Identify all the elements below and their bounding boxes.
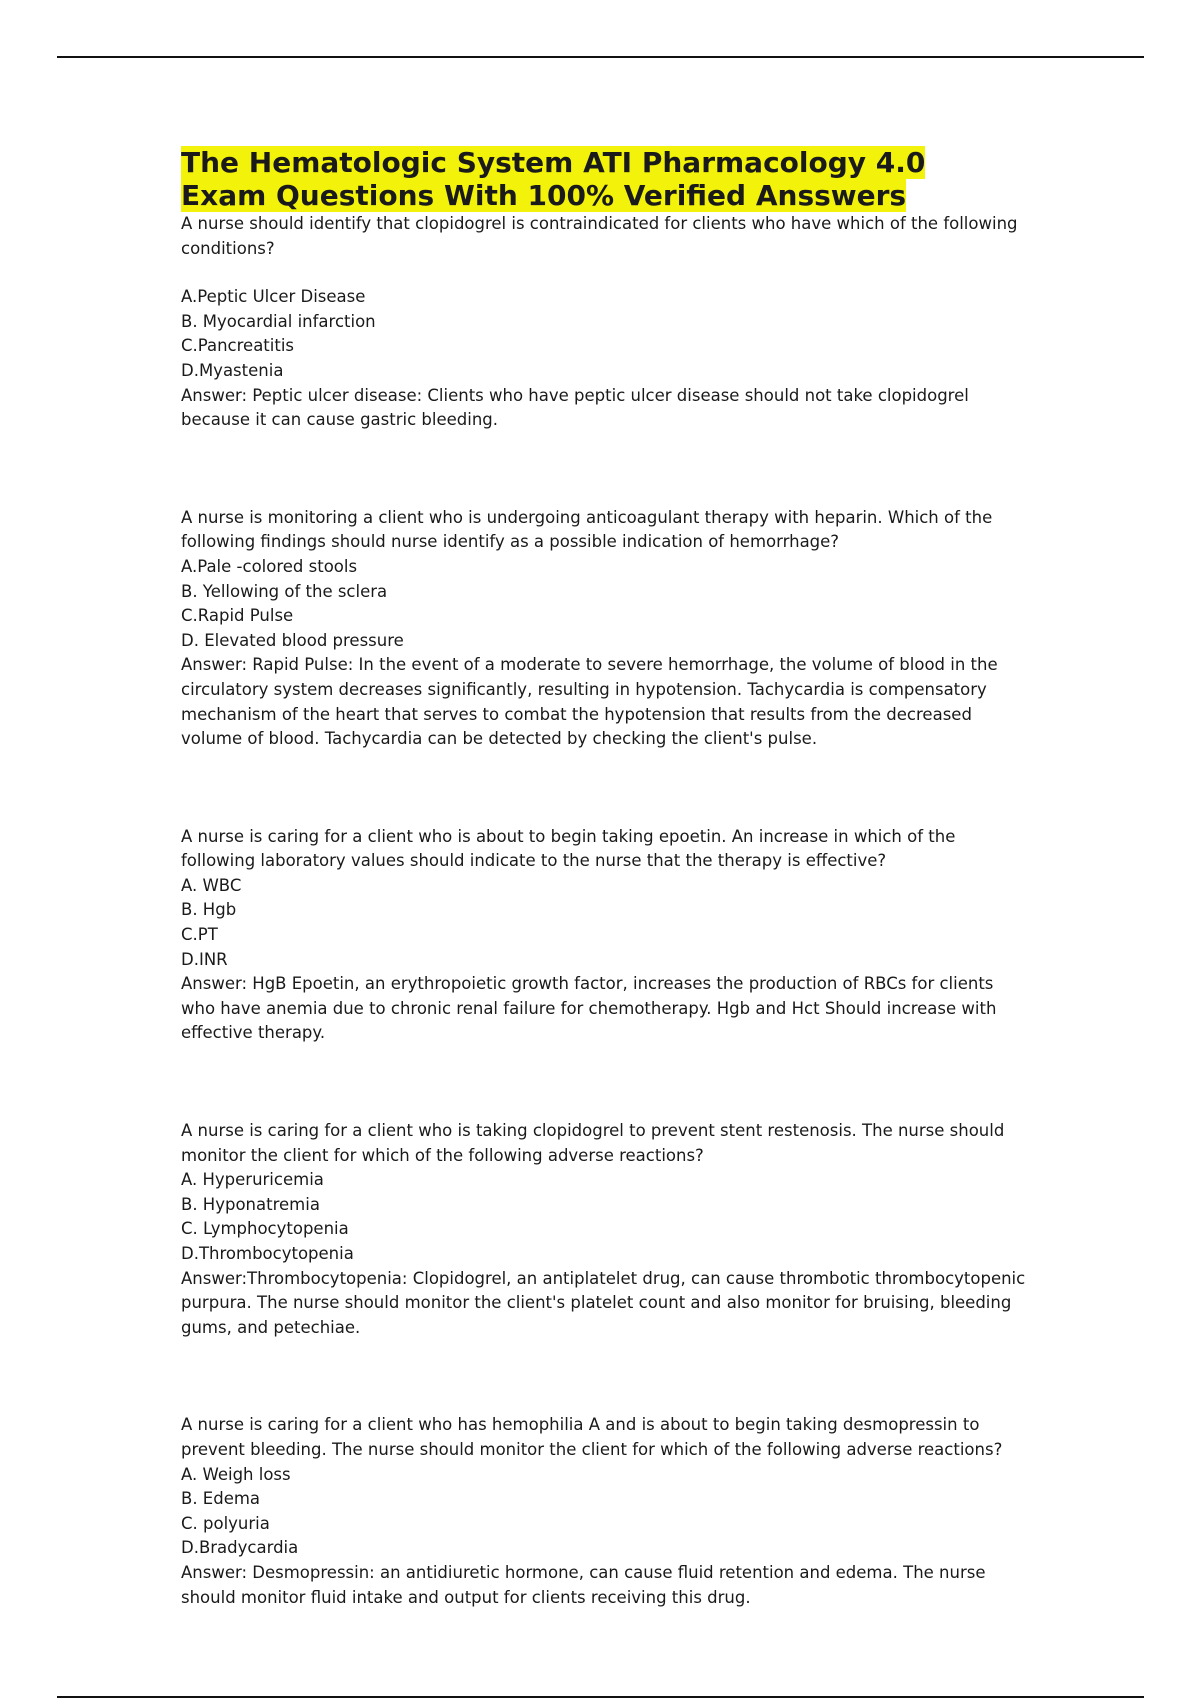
question-text: A nurse is caring for a client who has hemophilia A and is about to begin taking desmopressin to prevent bleeding. The nurse should monitor the client for which of the following adverse reactions? [181, 1415, 1003, 1459]
question-text: A nurse should identify that clopidogrel is contraindicated for clients who have which of the following conditions? [181, 214, 1018, 258]
option-c: C.PT [181, 925, 218, 945]
option-a: A. WBC [181, 875, 242, 895]
option-a: A. Hyperuricemia [181, 1170, 324, 1190]
option-c: C.Pancreatitis [181, 336, 295, 356]
option-a: A. Weigh loss [181, 1464, 291, 1484]
option-d: D.Bradycardia [181, 1538, 299, 1558]
option-a: A.Pale -colored stools [181, 556, 358, 576]
document-body [181, 146, 1031, 1683]
option-c: C. polyuria [181, 1513, 270, 1533]
option-b: B. Edema [181, 1489, 261, 1509]
question-block [181, 506, 1031, 752]
option-d: D.Myastenia [181, 360, 284, 380]
title-line-1: The Hematologic System ATI Pharmacology 4.0 [181, 146, 926, 179]
question-text: A nurse is caring for a client who is about to begin taking epoetin. An increase in which of the following laboratory values should indicate to the nurse that the therapy is effective? [181, 826, 956, 871]
option-d: D. Elevated blood pressure [181, 630, 404, 650]
answer-text: Answer: HgB Epoetin, an erythropoietic growth factor, increases the production of RBCs for clients who have anemia due to chronic renal failure for chemotherapy. Hgb and Hct Should increase with effective therapy. [181, 974, 997, 1043]
answer-text: Answer: Peptic ulcer disease: Clients who have peptic ulcer disease should not take clopidogrel because it can cause gastric bleeding. [181, 385, 969, 430]
answer-text: Answer:Thrombocytopenia: Clopidogrel, an antiplatelet drug, can cause thrombotic thrombocytopenic purpura. The nurse should monitor the client's platelet count and also monitor for bruising, bleeding gums, and petechiae. [181, 1268, 1026, 1337]
option-d: D.INR [181, 949, 228, 969]
option-b: B. Myocardial infarction [181, 311, 376, 331]
question-block [181, 825, 1031, 1046]
bottom-rule [57, 1696, 1144, 1698]
option-c: C. Lymphocytopenia [181, 1219, 349, 1239]
option-c: C.Rapid Pulse [181, 606, 294, 626]
question-list [181, 212, 1031, 1610]
question-block [181, 212, 1031, 433]
option-b: B. Hyponatremia [181, 1194, 320, 1214]
answer-text: Answer: Desmopressin: an antidiuretic hormone, can cause fluid retention and edema. The nurse should monitor fluid intake and output for clients receiving this drug. [181, 1562, 986, 1607]
document-title [181, 146, 1031, 212]
top-rule [57, 56, 1144, 58]
option-d: D.Thrombocytopenia [181, 1244, 354, 1263]
question-block [181, 1119, 1031, 1340]
question-block [181, 1413, 1031, 1610]
question-text: A nurse is monitoring a client who is undergoing anticoagulant therapy with heparin. Which of the following findings should nurse identify as a possible indication of hemorrhage? [181, 507, 993, 552]
question-text: A nurse is caring for a client who is taking clopidogrel to prevent stent restenosis. The nurse should monitor the client for which of the following adverse reactions? [181, 1121, 1005, 1165]
answer-text: Answer: Rapid Pulse: In the event of a moderate to severe hemorrhage, the volume of blood in the circulatory system decreases significantly, resulting in hypotension. Tachycardia is compensatory mechanism of the heart that serves to combat the hypotension that results from the decreased volume of blood. Tachycardia can be detected by checking the client's pulse. [181, 655, 998, 749]
title-line-2: Exam Questions With 100% Verified Ansswers [181, 179, 907, 212]
option-b: B. Yellowing of the sclera [181, 581, 388, 601]
option-b: B. Hgb [181, 900, 237, 920]
option-a: A.Peptic Ulcer Disease [181, 287, 366, 307]
